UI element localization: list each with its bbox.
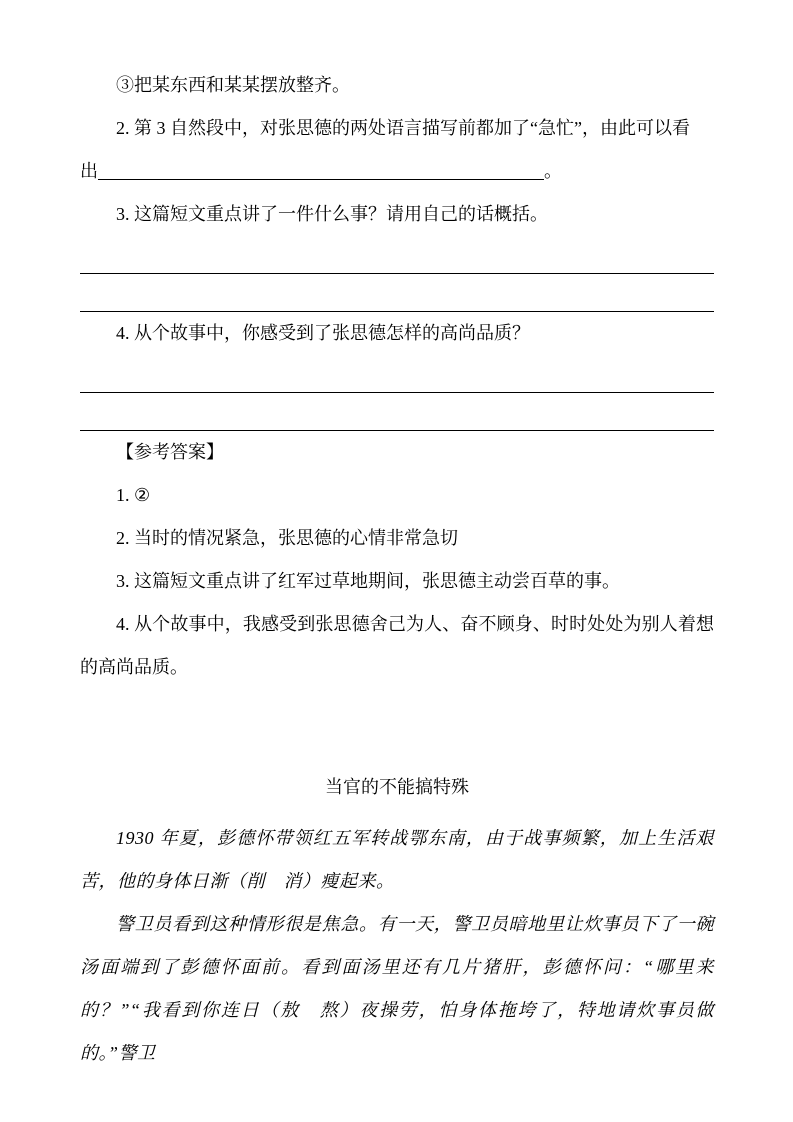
option-3: ③把某东西和某某摆放整齐。 <box>116 75 350 95</box>
question-2-suffix: 。 <box>544 161 562 181</box>
passage-paragraph-1: 1930 年夏，彭德怀带领红五军转战鄂东南，由于战事频繁，加上生活艰苦，他的身体日渐（削 消）瘦起来。 <box>80 828 714 891</box>
question-2-line1: 2. 第 3 自然段中，对张思德的两处语言描写前都加了“急忙”，由此可以看 <box>116 118 690 138</box>
answer-item-4: 4. 从个故事中，我感受到张思德舍己为人、奋不顾身、时时处处为别人着想的高尚品质。 <box>80 614 714 677</box>
exercise-section <box>80 64 714 431</box>
passage-section <box>80 766 714 1075</box>
question-3: 3. 这篇短文重点讲了一件什么事？请用自己的话概括。 <box>116 204 548 224</box>
question-2-prefix: 出 <box>80 161 98 181</box>
question-2-line2 <box>80 150 714 193</box>
answer-key-heading: 【参考答案】 <box>116 442 224 462</box>
answer-blank-line <box>80 355 714 393</box>
passage-title: 当官的不能搞特殊 <box>325 777 469 797</box>
answer-item-2: 2. 当时的情况紧急，张思德的心情非常急切 <box>116 528 458 548</box>
answer-blank-line <box>80 393 714 431</box>
answer-item-3: 3. 这篇短文重点讲了红军过草地期间，张思德主动尝百草的事。 <box>116 571 620 591</box>
answer-blank-line <box>80 236 714 274</box>
question-4: 4. 从个故事中，你感受到了张思德怎样的高尚品质？ <box>116 323 530 343</box>
answer-blank-line <box>80 274 714 312</box>
answer-key-section <box>80 431 714 689</box>
passage-paragraph-2: 警卫员看到这种情形很是焦急。有一天，警卫员暗地里让炊事员下了一碗汤面端到了彭德怀面前。看到面汤里还有几片猪肝，彭德怀问：“哪里来的？”“我看到你连日（敖 熬）夜操劳，怕身体拖垮了，特地请炊事员做的。”警卫 <box>80 914 714 1063</box>
question-2-answer-blank <box>98 179 544 180</box>
answer-item-1: 1. ② <box>116 485 151 505</box>
